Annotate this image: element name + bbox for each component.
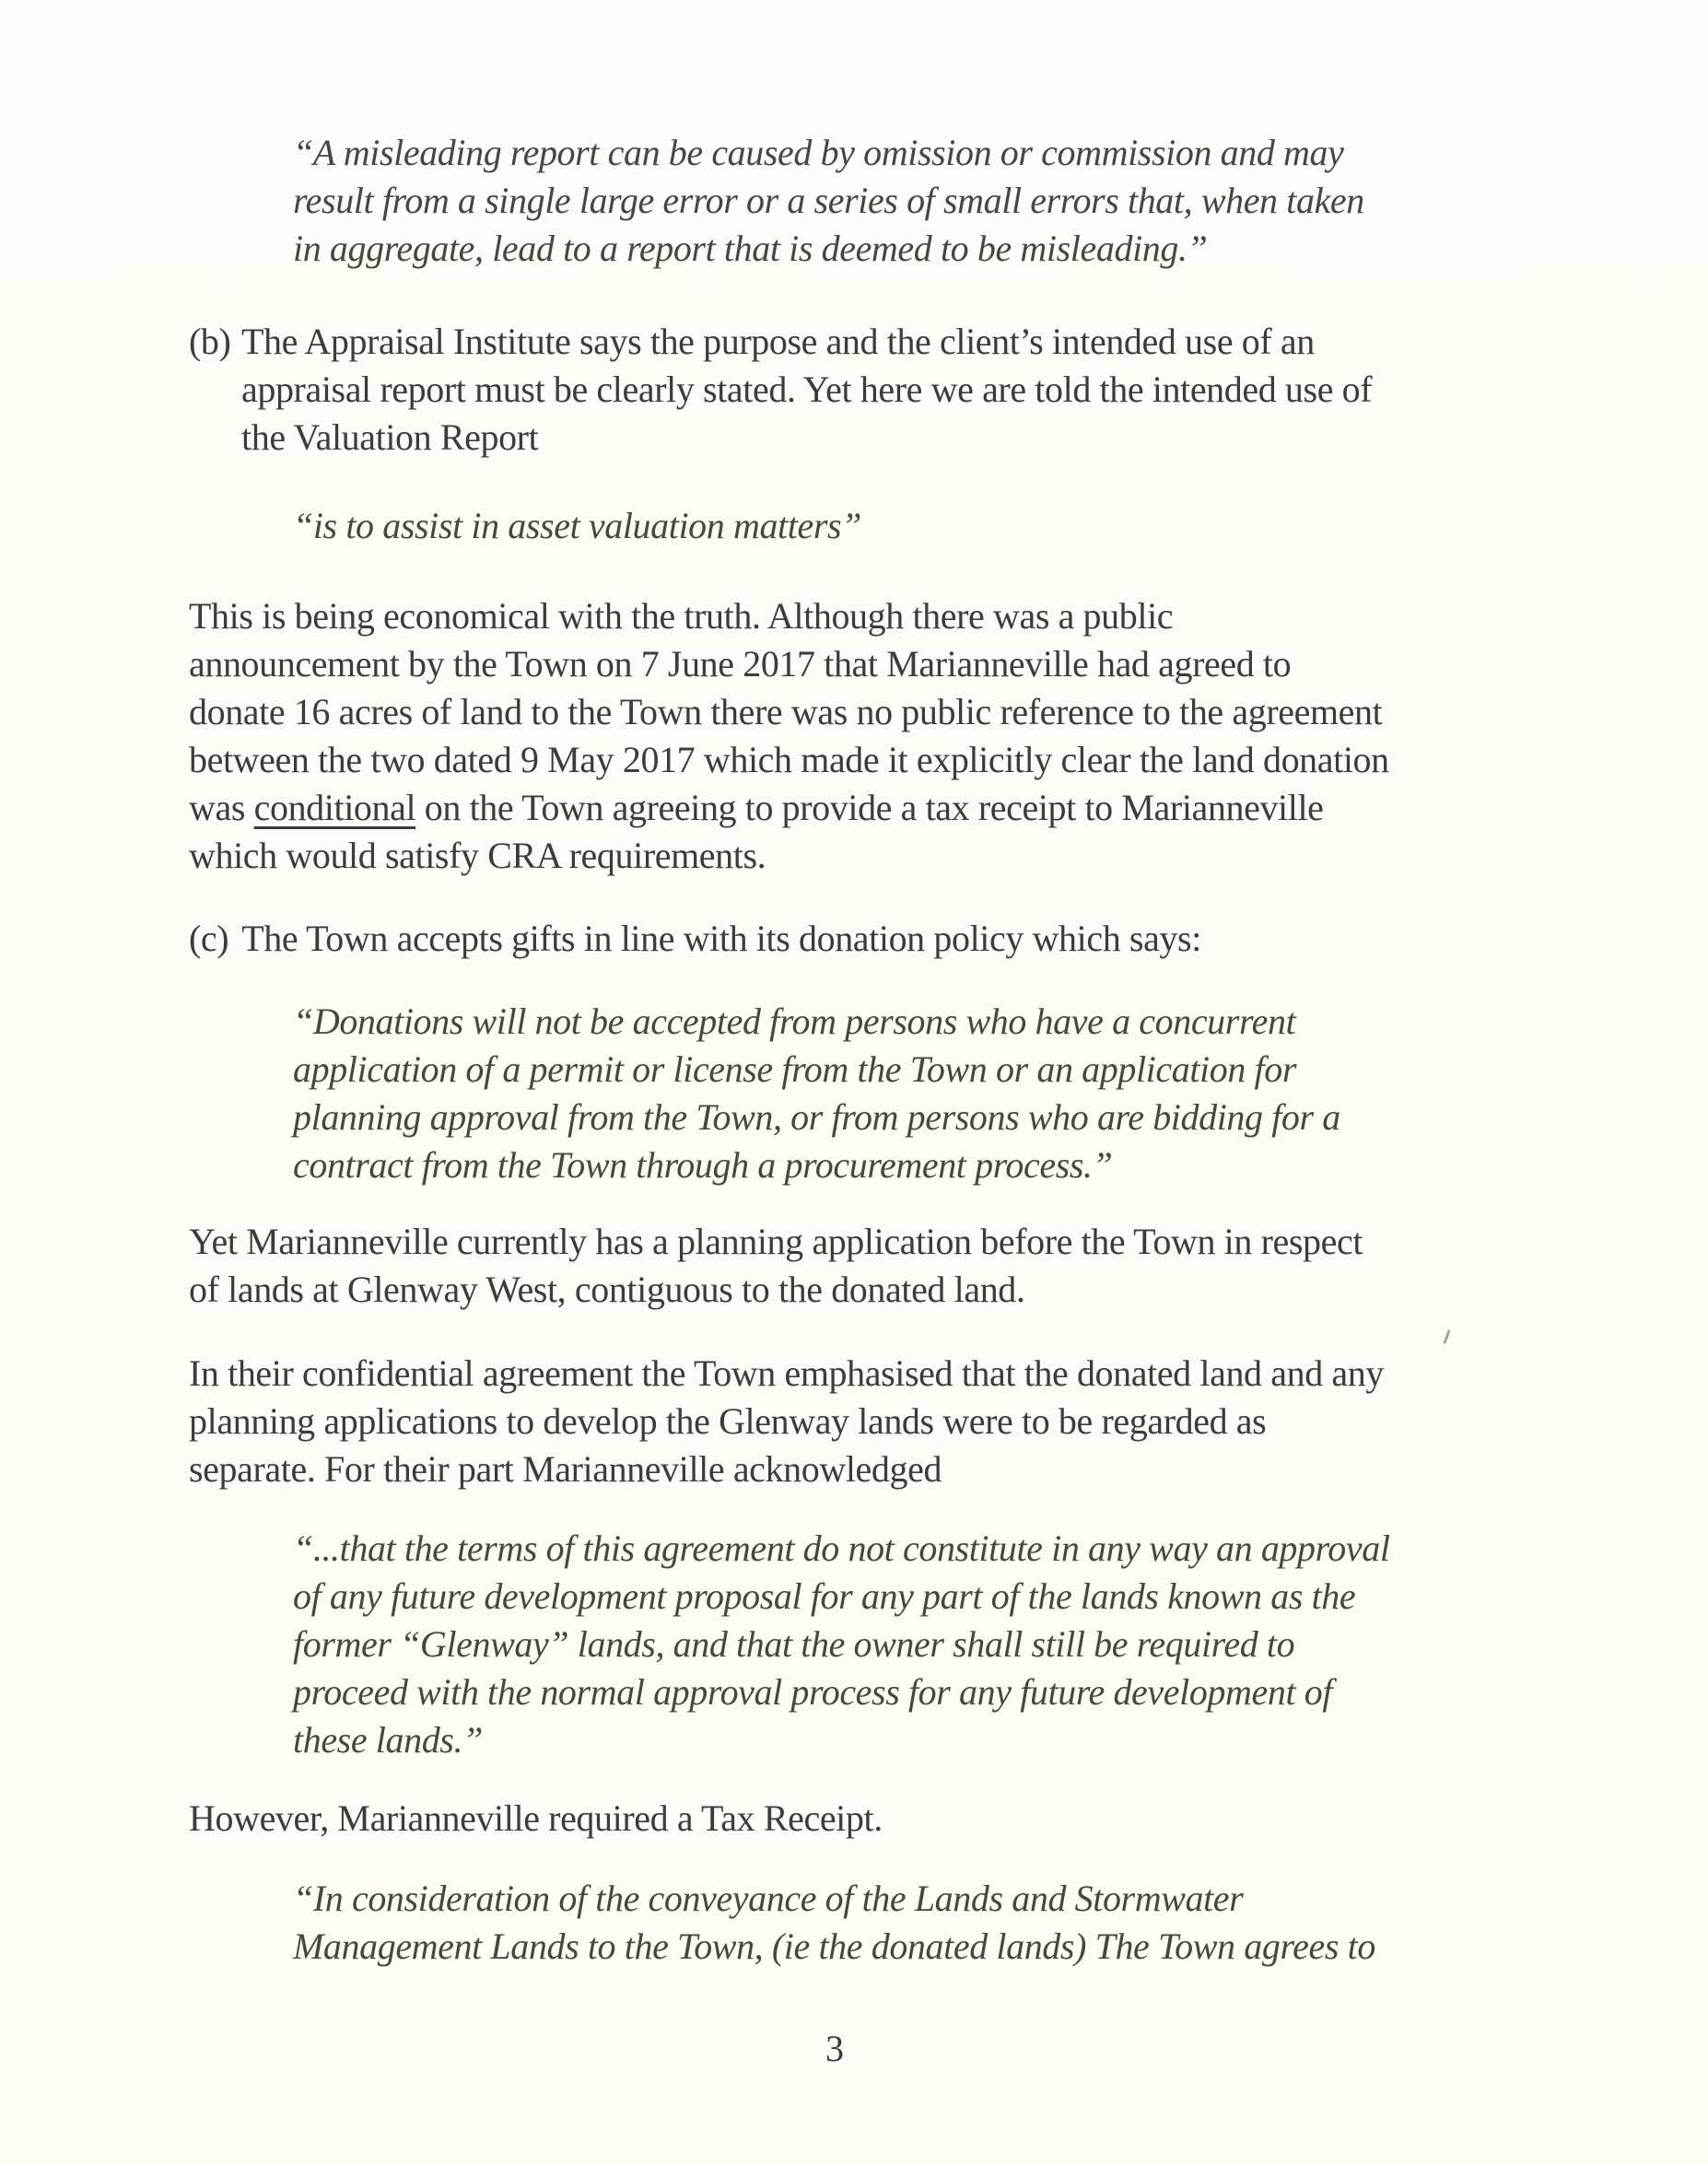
text-line: donate 16 acres of land to the Town there was no public reference to the agreement — [189, 691, 1383, 732]
text-line: “A misleading report can be caused by omission or commission and may — [293, 132, 1344, 173]
paragraph-c-donation-policy — [189, 915, 1708, 963]
text-line: This is being economical with the truth. Although there was a public — [189, 595, 1174, 637]
paragraph-economical-truth — [189, 592, 1708, 880]
text-line: former “Glenway” lands, and that the owner shall still be required to — [293, 1623, 1295, 1665]
page-number: 3 — [825, 2028, 844, 2069]
list-marker-c: (c) — [189, 918, 229, 959]
text-line: of lands at Glenway West, contiguous to the donated land. — [189, 1269, 1025, 1310]
list-marker-b: (b) — [189, 321, 231, 362]
underlined-word-conditional: conditional — [253, 787, 416, 828]
quote-asset-valuation — [293, 502, 1708, 550]
text-line: The Appraisal Institute says the purpose and the client’s intended use of an — [241, 321, 1315, 362]
text-line: announcement by the Town on 7 June 2017 that Marianneville had agreed to — [189, 643, 1292, 685]
text-line: in aggregate, lead to a report that is deemed to be misleading.” — [293, 228, 1208, 269]
text-line: “In consideration of the conveyance of the Lands and Stormwater — [293, 1878, 1244, 1919]
text-line: Management Lands to the Town, (ie the donated lands) The Town agrees to — [293, 1925, 1375, 1967]
text-line — [189, 915, 1708, 963]
text-line: planning approval from the Town, or from persons who are bidding for a — [293, 1096, 1340, 1138]
text-line: In their confidential agreement the Town emphasised that the donated land and any — [189, 1352, 1384, 1394]
text-line: However, Marianneville required a Tax Receipt. — [189, 1797, 883, 1839]
text-line: which would satisfy CRA requirements. — [189, 835, 766, 876]
text-line: “is to assist in asset valuation matters” — [293, 505, 862, 546]
text-line: these lands.” — [293, 1719, 483, 1761]
paragraph-however-tax-receipt — [189, 1795, 1708, 1843]
text-line: of any future development proposal for any part of the lands known as the — [293, 1575, 1356, 1617]
quote-terms-of-agreement — [293, 1525, 1708, 1764]
text-line: the Valuation Report — [241, 416, 539, 458]
text-line: “Donations will not be accepted from persons who have a concurrent — [293, 1001, 1296, 1042]
text-line: appraisal report must be clearly stated. Yet here we are told the intended use of — [241, 369, 1373, 410]
paragraph-b-lines — [241, 318, 1708, 462]
quote-consideration-conveyance — [293, 1875, 1708, 1971]
text-segment: on the Town agreeing to provide a tax receipt to Marianneville — [415, 787, 1324, 828]
quote-donations-policy — [293, 998, 1708, 1189]
paragraph-confidential-agreement — [189, 1350, 1708, 1493]
text-line-with-underline — [189, 784, 1708, 832]
paragraph-yet-marianneville — [189, 1218, 1708, 1314]
text-line: separate. For their part Marianneville acknowledged — [189, 1448, 942, 1490]
text-line: between the two dated 9 May 2017 which made it explicitly clear the land donation — [189, 739, 1389, 780]
quote-misleading-report — [293, 129, 1708, 273]
paragraph-truth-lines — [189, 592, 1708, 784]
text-segment: was — [189, 787, 254, 828]
text-line: Yet Marianneville currently has a planning application before the Town in respect — [189, 1221, 1363, 1262]
paragraph-b-appraisal-institute — [189, 318, 1708, 462]
text-line: application of a permit or license from the Town or an application for — [293, 1048, 1297, 1090]
text-line: “...that the terms of this agreement do not constitute in any way an approval — [293, 1527, 1390, 1569]
text-line: contract from the Town through a procurement process.” — [293, 1144, 1113, 1186]
text-segment: The Town accepts gifts in line with its donation policy which says: — [241, 918, 1201, 959]
text-line: result from a single large error or a series of small errors that, when taken — [293, 180, 1364, 221]
text-line: proceed with the normal approval process for any future development of — [293, 1671, 1333, 1713]
text-line: planning applications to develop the Glenway lands were to be regarded as — [189, 1400, 1267, 1442]
